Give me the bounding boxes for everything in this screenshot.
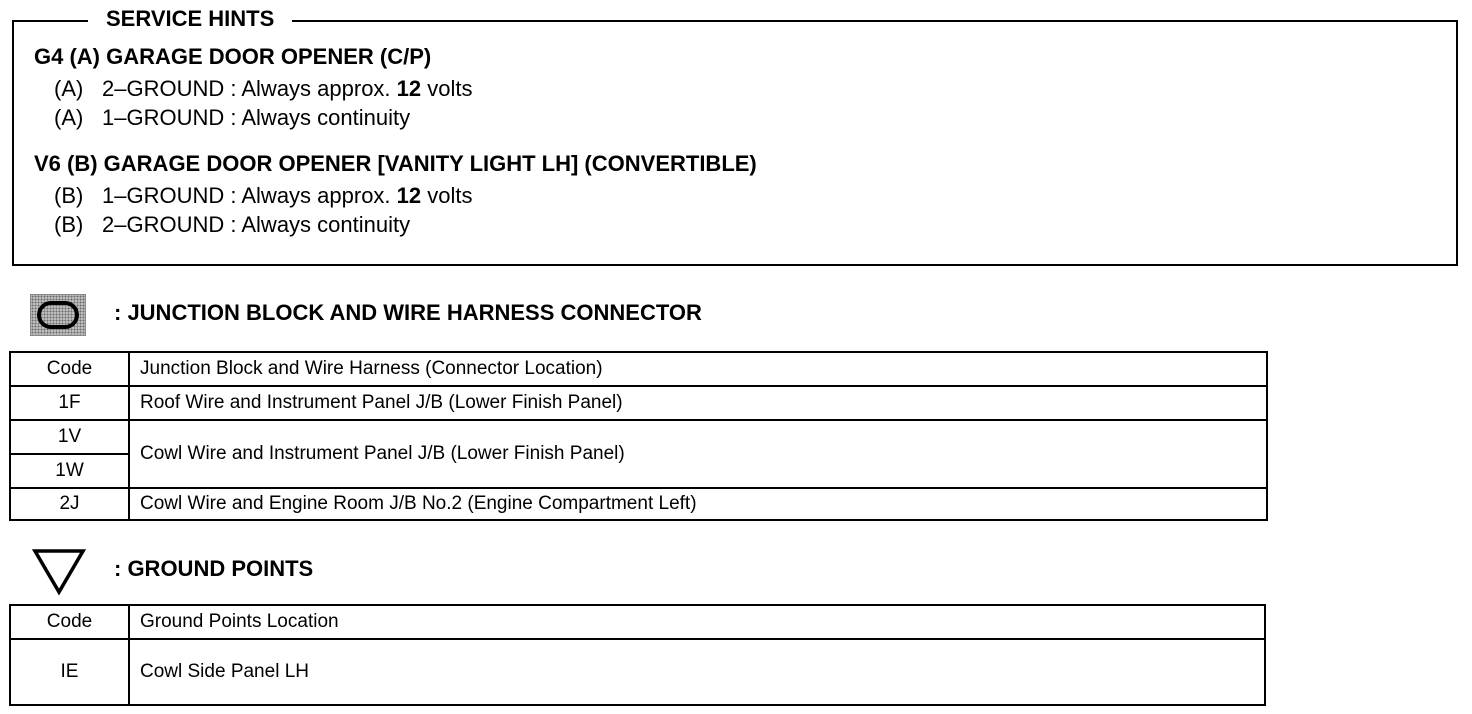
location-cell: Roof Wire and Instrument Panel J/B (Lower Finish Panel): [129, 386, 1267, 420]
hint-prefix: (A): [54, 105, 84, 130]
hint-value: 12: [396, 183, 422, 208]
hint-prefix: (A): [54, 76, 84, 101]
hint-value: 12: [396, 76, 422, 101]
hint-line: [54, 105, 410, 131]
hint-unit: volts: [421, 76, 473, 101]
table-header-row: [10, 352, 1267, 386]
connector-heading-g4: G4 (A) GARAGE DOOR OPENER (C/P): [34, 44, 432, 69]
code-header: Code: [10, 605, 129, 639]
table-row: [10, 639, 1265, 705]
code-cell: 2J: [10, 488, 129, 520]
code-cell: 1W: [10, 454, 129, 488]
junction-connector-icon: [30, 294, 86, 336]
ground-section-title: : GROUND POINTS: [114, 556, 314, 581]
connector-heading-v6: V6 (B) GARAGE DOOR OPENER [VANITY LIGHT LH] (CONVERTIBLE): [34, 151, 757, 176]
table-header-row: [10, 605, 1265, 639]
table-row: [10, 386, 1267, 420]
hint-text: 2–GROUND : Always approx.: [102, 76, 397, 101]
code-cell: IE: [10, 639, 129, 705]
hint-line: [54, 212, 410, 238]
location-header: Ground Points Location: [129, 605, 1265, 639]
hint-text: 1–GROUND : Always approx.: [102, 183, 397, 208]
location-cell: Cowl Side Panel LH: [129, 639, 1265, 705]
hint-line: [54, 76, 473, 102]
location-cell: Cowl Wire and Engine Room J/B No.2 (Engine Compartment Left): [129, 488, 1267, 520]
junction-table: [9, 351, 1268, 521]
table-row: [10, 420, 1267, 454]
junction-section-title: : JUNCTION BLOCK AND WIRE HARNESS CONNECTOR: [114, 300, 702, 325]
hint-line: [54, 183, 473, 209]
hint-prefix: (B): [54, 183, 84, 208]
location-cell: Cowl Wire and Instrument Panel J/B (Lower Finish Panel): [129, 420, 1267, 488]
service-hints-title: SERVICE HINTS: [88, 6, 292, 32]
table-row: [10, 488, 1267, 520]
code-header: Code: [10, 352, 129, 386]
ground-table: [9, 604, 1266, 706]
code-cell: 1V: [10, 420, 129, 454]
code-cell: 1F: [10, 386, 129, 420]
hint-unit: volts: [421, 183, 473, 208]
hint-text: 1–GROUND : Always continuity: [102, 105, 411, 130]
location-header: Junction Block and Wire Harness (Connector Location): [129, 352, 1267, 386]
ground-triangle-icon: [32, 548, 86, 596]
hint-prefix: (B): [54, 212, 84, 237]
hint-text: 2–GROUND : Always continuity: [102, 212, 411, 237]
